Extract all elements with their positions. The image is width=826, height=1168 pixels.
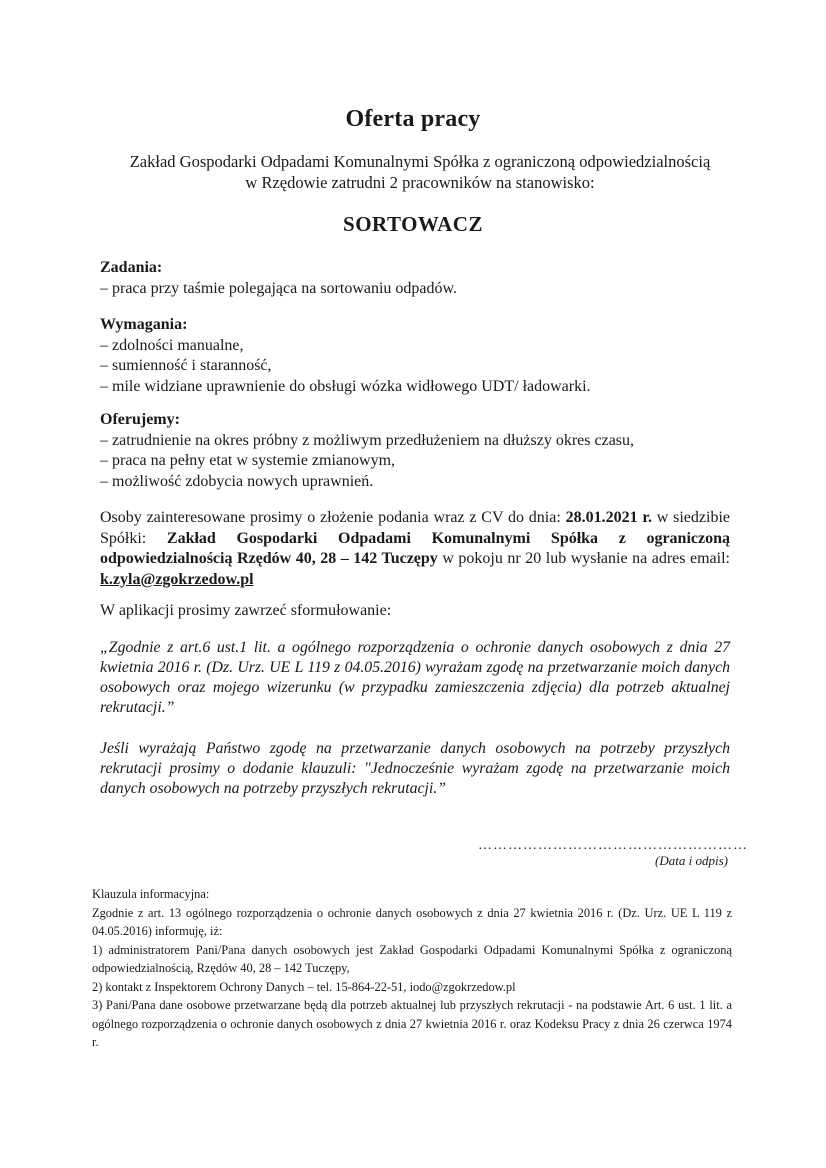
tasks-section (100, 258, 740, 299)
tasks-item: – praca przy taśmie polegająca na sortowaniu odpadów. (100, 279, 458, 297)
tasks-heading: Zadania: (100, 259, 163, 276)
future-consent: Jeśli wyrażają Państwo zgodę na przetwarzanie danych osobowych na potrzeby przyszłych rekrutacji prosimy o dodanie klauzuli: "Jednocześnie wyrażam zgodę na przetwarzanie moich danych osobowych na potrzeby przyszłych rekrutacji.” (100, 740, 730, 797)
offer-heading: Oferujemy: (100, 411, 180, 428)
intro-line-1: Zakład Gospodarki Odpadami Komunalnymi Spółka z ograniczoną odpowiedzialnością (129, 152, 711, 171)
clause-intro: Zgodnie z art. 13 ogólnego rozporządzenia o ochronie danych osobowych z dnia 27 kwietnia 2016 r. (Dz. Urz. UE L 119 z 04.05.2016) informuję, iż: (92, 905, 732, 938)
requirements-section (100, 315, 740, 397)
intro-line-2: w Rzędowie zatrudni 2 pracowników na stanowisko: (245, 173, 595, 192)
consent-quote: „Zgodnie z art.6 ust.1 lit. a ogólnego rozporządzenia o ochronie danych osobowych z dnia 27 kwietnia 2016 r. (Dz. Urz. UE L 119 z 04.05.2016) wyrażam zgodę na przetwarzanie moich danych osobowych oraz mojego wizerunku (w przypadku zamieszczenia zdjęcia) dla potrzeb aktualnej rekrutacji.” (100, 639, 730, 716)
offer-item: – zatrudnienie na okres próbny z możliwym przedłużeniem na dłuższy okres czasu, (100, 431, 635, 449)
signature-label: (Data i odpis) (655, 853, 728, 868)
requirements-item: – mile widziane uprawnienie do obsługi wózka widłowego UDT/ ładowarki. (100, 377, 591, 395)
email-link[interactable]: k.zyla@zgokrzedow.pl (100, 570, 254, 588)
clause-point: 3) Pani/Pana dane osobowe przetwarzane będą dla potrzeb aktualnej lub przyszłych rekrutacji - na podstawie Art. 6 ust. 1 lit. a ogólnego rozporządzenia o ochronie danych osobowych z dnia 27 kwietnia 2016 r. oraz Kodeksu Pracy z dnia 26 czerwca 1974 r. (92, 998, 732, 1049)
signature-line: ……………………………………………… (478, 838, 748, 853)
company-address: Zakład Gospodarki Odpadami Komunalnymi Spółka z ograniczoną odpowiedzialnością Rzędów 40, 28 – 142 Tuczępy (100, 529, 731, 567)
offer-item: – praca na pełny etat w systemie zmianowym, (100, 452, 396, 469)
application-text-3: w pokoju nr 20 lub wysłanie na adres email: (437, 550, 730, 567)
requirements-heading: Wymagania: (100, 316, 188, 333)
information-clause (92, 885, 732, 1052)
application-paragraph (100, 508, 730, 590)
clause-point: 1) administratorem Pani/Pana danych osobowych jest Zakład Gospodarki Odpadami Komunalnymi Spółka z ograniczoną odpowiedzialnością, Rzędów 40, 28 – 142 Tuczępy, (92, 942, 732, 975)
clause-heading: Klauzula informacyjna: (92, 887, 210, 901)
requirements-item: – sumienność i staranność, (100, 357, 272, 374)
offer-section (100, 410, 740, 492)
document-title: Oferta pracy (345, 106, 481, 132)
intro-text (100, 151, 740, 193)
offer-item: – możliwość zdobycia nowych uprawnień. (100, 472, 374, 490)
application-text-2: w siedzibie Spółki: (100, 509, 730, 547)
requirements-item: – zdolności manualne, (100, 336, 244, 354)
application-text-1: Osoby zainteresowane prosimy o złożenie podania wraz z CV do dnia: (100, 509, 566, 526)
formula-intro: W aplikacji prosimy zawrzeć sformułowanie: (100, 602, 392, 619)
position-title: SORTOWACZ (343, 212, 483, 236)
application-deadline: 28.01.2021 r. (565, 509, 652, 526)
clause-point: 2) kontakt z Inspektorem Ochrony Danych – tel. 15-864-22-51, iodo@zgokrzedow.pl (92, 979, 516, 994)
